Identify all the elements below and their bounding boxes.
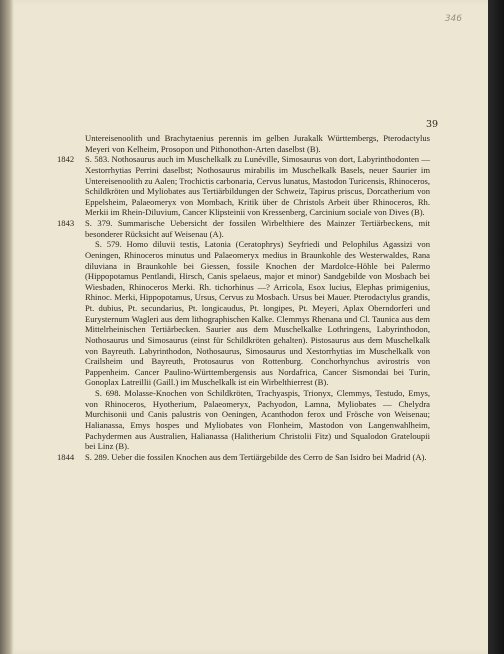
entry-year: 1844 xyxy=(57,451,75,462)
entry-year: 1842 xyxy=(57,154,75,165)
entry-year: 1843 xyxy=(57,218,75,228)
entry-text: S. 579. Homo diluvii testis, Latonia (Ceratophrys) Seyfriedi und Pelophilus Agassizi von Oeningen, Rhinoceros minutus und Palaeomeryx medius in Braunkohle des Westerwaldes, Rana diluviana in Braunkohle bei Giessen, fossile Knochen der Mardolce-Höhle bei Palermo (Hippopotamus Pentlandi, Hirsch, Canis spelaeus, major et minor) Sandgebilde von Mosbach bei Wiesbaden, Rhinoceros Merki. Rh. tichorhinus —? Arricola, Esox lucius, Elephas primigenius, Rhinoc. Merki, Hippopotamus, Ursus, Cervus zu Mosbach. Ursus bei Mauer. Pterodactylus grandis, Pt. dubius, Pt. secundarius, Pt. longicaudus, Pt. longipes, Pt. Meyeri, Aplax Oberndorferi und Eurysternum Wagleri aus dem lithographischen Kalke. Clemmys Rhenana und Cl. Taunica aus dem Mittelrheinischen Tertiärbecken. Saurier aus dem Muschelkalke Lothringens, Labyrinthodon, Nothosaurus und Simosaurus (einst für Schildkröten gehalten). Pistosaurus aus dem Muschelkalk von Bayreuth. Labyrinthodon, Nothosaurus, Simosaurus und Xestorrhytias im Muschelkalk von Crailsheim und Bayreuth, Protosaurus von Rottenburg. Conchorhynchus avirostris von Pappenheim. Cancer Paulino-Württembergensis aus Nordafrica, Cancer Sismondai bei Turin, Gonoplax Latreillii (Gaill.) im Muschelkalk ist ein Wirbelthierrest (B). xyxy=(85,239,430,388)
entry-text: S. 379. Summarische Uebersicht der fossilen Wirbelthiere des Mainzer Tertiärbeckens, mit besonderer Rücksicht auf Weisenau (A). xyxy=(85,218,430,239)
page-number: 39 xyxy=(426,119,439,130)
page-body xyxy=(57,133,430,462)
entry-continued xyxy=(85,133,430,154)
entry-text: S. 583. Nothosaurus auch im Muschelkalk zu Lunéville, Simosaurus von dort, Labyrinthodonten — Xestorrhytias Perrini daselbst; Nothosaurus mirabilis im Muschelkalk Basels, neuer Saurier im Untereisenoolith zu Aalen; Trochictis carbonaria, Cervus lunatus, Mastodon Turicensis, Rhinoceros, Schildkröten und Myliobates aus Tertiärbildungen der Schweiz, Tapirus priscus, Dorcatherium von Eppelsheim, Palaeomeryx von Mombach, Kritik über de Christols Arbeit über Rhinoceros, Rh. Merkii im Rhein-Diluvium, Cancer Klipsteinii von Kressenberg, Carcinium sociale von Dives (B). xyxy=(85,154,430,218)
book-gutter xyxy=(0,0,14,654)
entry-1844 xyxy=(57,451,430,463)
entry-1843-sub-2 xyxy=(85,388,430,452)
entry-text: S. 698. Molasse-Knochen von Schildkröten, Trachyaspis, Trionyx, Clemmys, Testudo, Emys, von Rhinoceros, Hyotherium, Palaeomeryx, Pachyodon, Lamna, Myliobates — Chelydra Murchisonii und Canis palustris von Oeningen, Acanthodon ferox und Frösche von Weisenau; Halianassa, Emys hospes und Myliobates von Flonheim, Mastodon von Langenwahlheim, Pachydermen aus Australien, Halianassa (Halitherium Christolii Fitz) und Squalodon Grateloupii bei Linz (B). xyxy=(85,388,430,452)
pencil-annotation: 346 xyxy=(444,14,462,24)
entry-text: S. 289. Ueber die fossilen Knochen aus dem Tertiärgebilde des Cerro de San Isidro bei Madrid (A). xyxy=(85,451,427,462)
entry-1843-sub-1 xyxy=(85,239,430,388)
scan-edge xyxy=(488,0,504,654)
entry-1842 xyxy=(57,154,430,218)
entry-text: Untereisenoolith und Brachytaenius perennis im gelben Jurakalk Württembergs, Pterodactylus Meyeri von Kelheim, Prosopon und Pithonothon-Arten daselbst (B). xyxy=(85,133,430,154)
entry-1843 xyxy=(57,218,430,239)
